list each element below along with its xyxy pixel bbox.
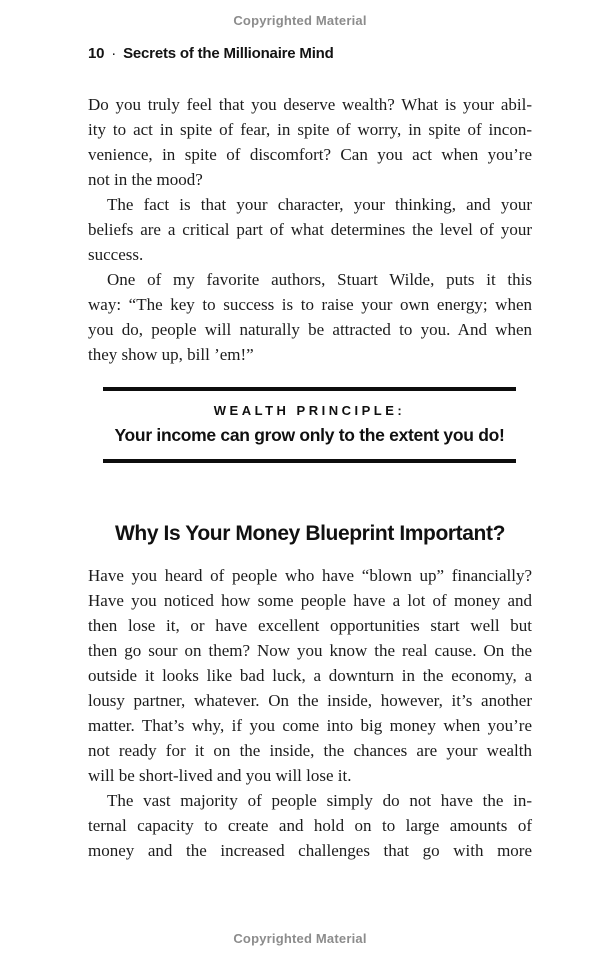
text-line: matter. That’s why, if you come into big money when you’re — [88, 716, 532, 735]
paragraph — [88, 92, 532, 192]
text-line: The fact is that your character, your thinking, and your — [107, 195, 532, 214]
text-line: not in the mood? — [88, 170, 203, 189]
text-line: lousy partner, whatever. On the inside, however, it’s another — [88, 691, 532, 710]
text-line: outside it looks like bad luck, a downturn in the economy, a — [88, 666, 532, 685]
text-line: Have you heard of people who have “blown up” financially? — [88, 566, 532, 585]
paragraphs-top — [88, 92, 532, 367]
book-title: Secrets of the Millionaire Mind — [123, 45, 334, 62]
text-line: they show up, bill ’em!” — [88, 345, 254, 364]
paragraph — [88, 267, 532, 367]
header-separator-dot: · — [111, 45, 117, 62]
page-number: 10 — [88, 45, 105, 62]
text-line: money and the increased challenges that go with more — [88, 841, 532, 860]
copyright-banner-bottom: Copyrighted Material — [233, 931, 367, 946]
text-line: success. — [88, 245, 144, 264]
running-header — [88, 45, 334, 62]
callout-label: WEALTH PRINCIPLE: — [213, 403, 406, 418]
text-line: ternal capacity to create and hold on to large amounts of — [88, 816, 532, 835]
text-line: The vast majority of people simply do not have the in- — [107, 791, 532, 810]
text-line: One of my favorite authors, Stuart Wilde, puts it this — [107, 270, 532, 289]
text-line: not ready for it on the inside, the chances are your wealth — [88, 741, 532, 760]
text-line: you do, people will naturally be attracted to you. And when — [88, 320, 532, 339]
text-line: will be short-lived and you will lose it. — [88, 766, 352, 785]
text-line: Do you truly feel that you deserve wealth? What is your abil- — [88, 95, 532, 114]
paragraph — [88, 563, 532, 788]
copyright-banner-top: Copyrighted Material — [233, 13, 367, 28]
text-line: then lose it, or have excellent opportunities start well but — [88, 616, 532, 635]
text-line: venience, in spite of discomfort? Can you act when you’re — [88, 145, 532, 164]
wealth-principle-callout — [103, 387, 516, 463]
paragraph — [88, 192, 532, 267]
text-line: beliefs are a critical part of what determines the level of your — [88, 220, 532, 239]
text-line: then go sour on them? Now you know the real cause. On the — [88, 641, 532, 660]
paragraphs-bottom — [88, 563, 532, 863]
paragraph — [88, 788, 532, 863]
text-column — [88, 92, 532, 863]
callout-text: Your income can grow only to the extent you do! — [114, 425, 505, 445]
section-heading: Why Is Your Money Blueprint Important? — [114, 522, 506, 545]
text-line: way: “The key to success is to raise your own energy; when — [88, 295, 532, 314]
text-line: Have you noticed how some people have a lot of money and — [88, 591, 532, 610]
text-line: ity to act in spite of fear, in spite of worry, in spite of incon- — [88, 120, 532, 139]
